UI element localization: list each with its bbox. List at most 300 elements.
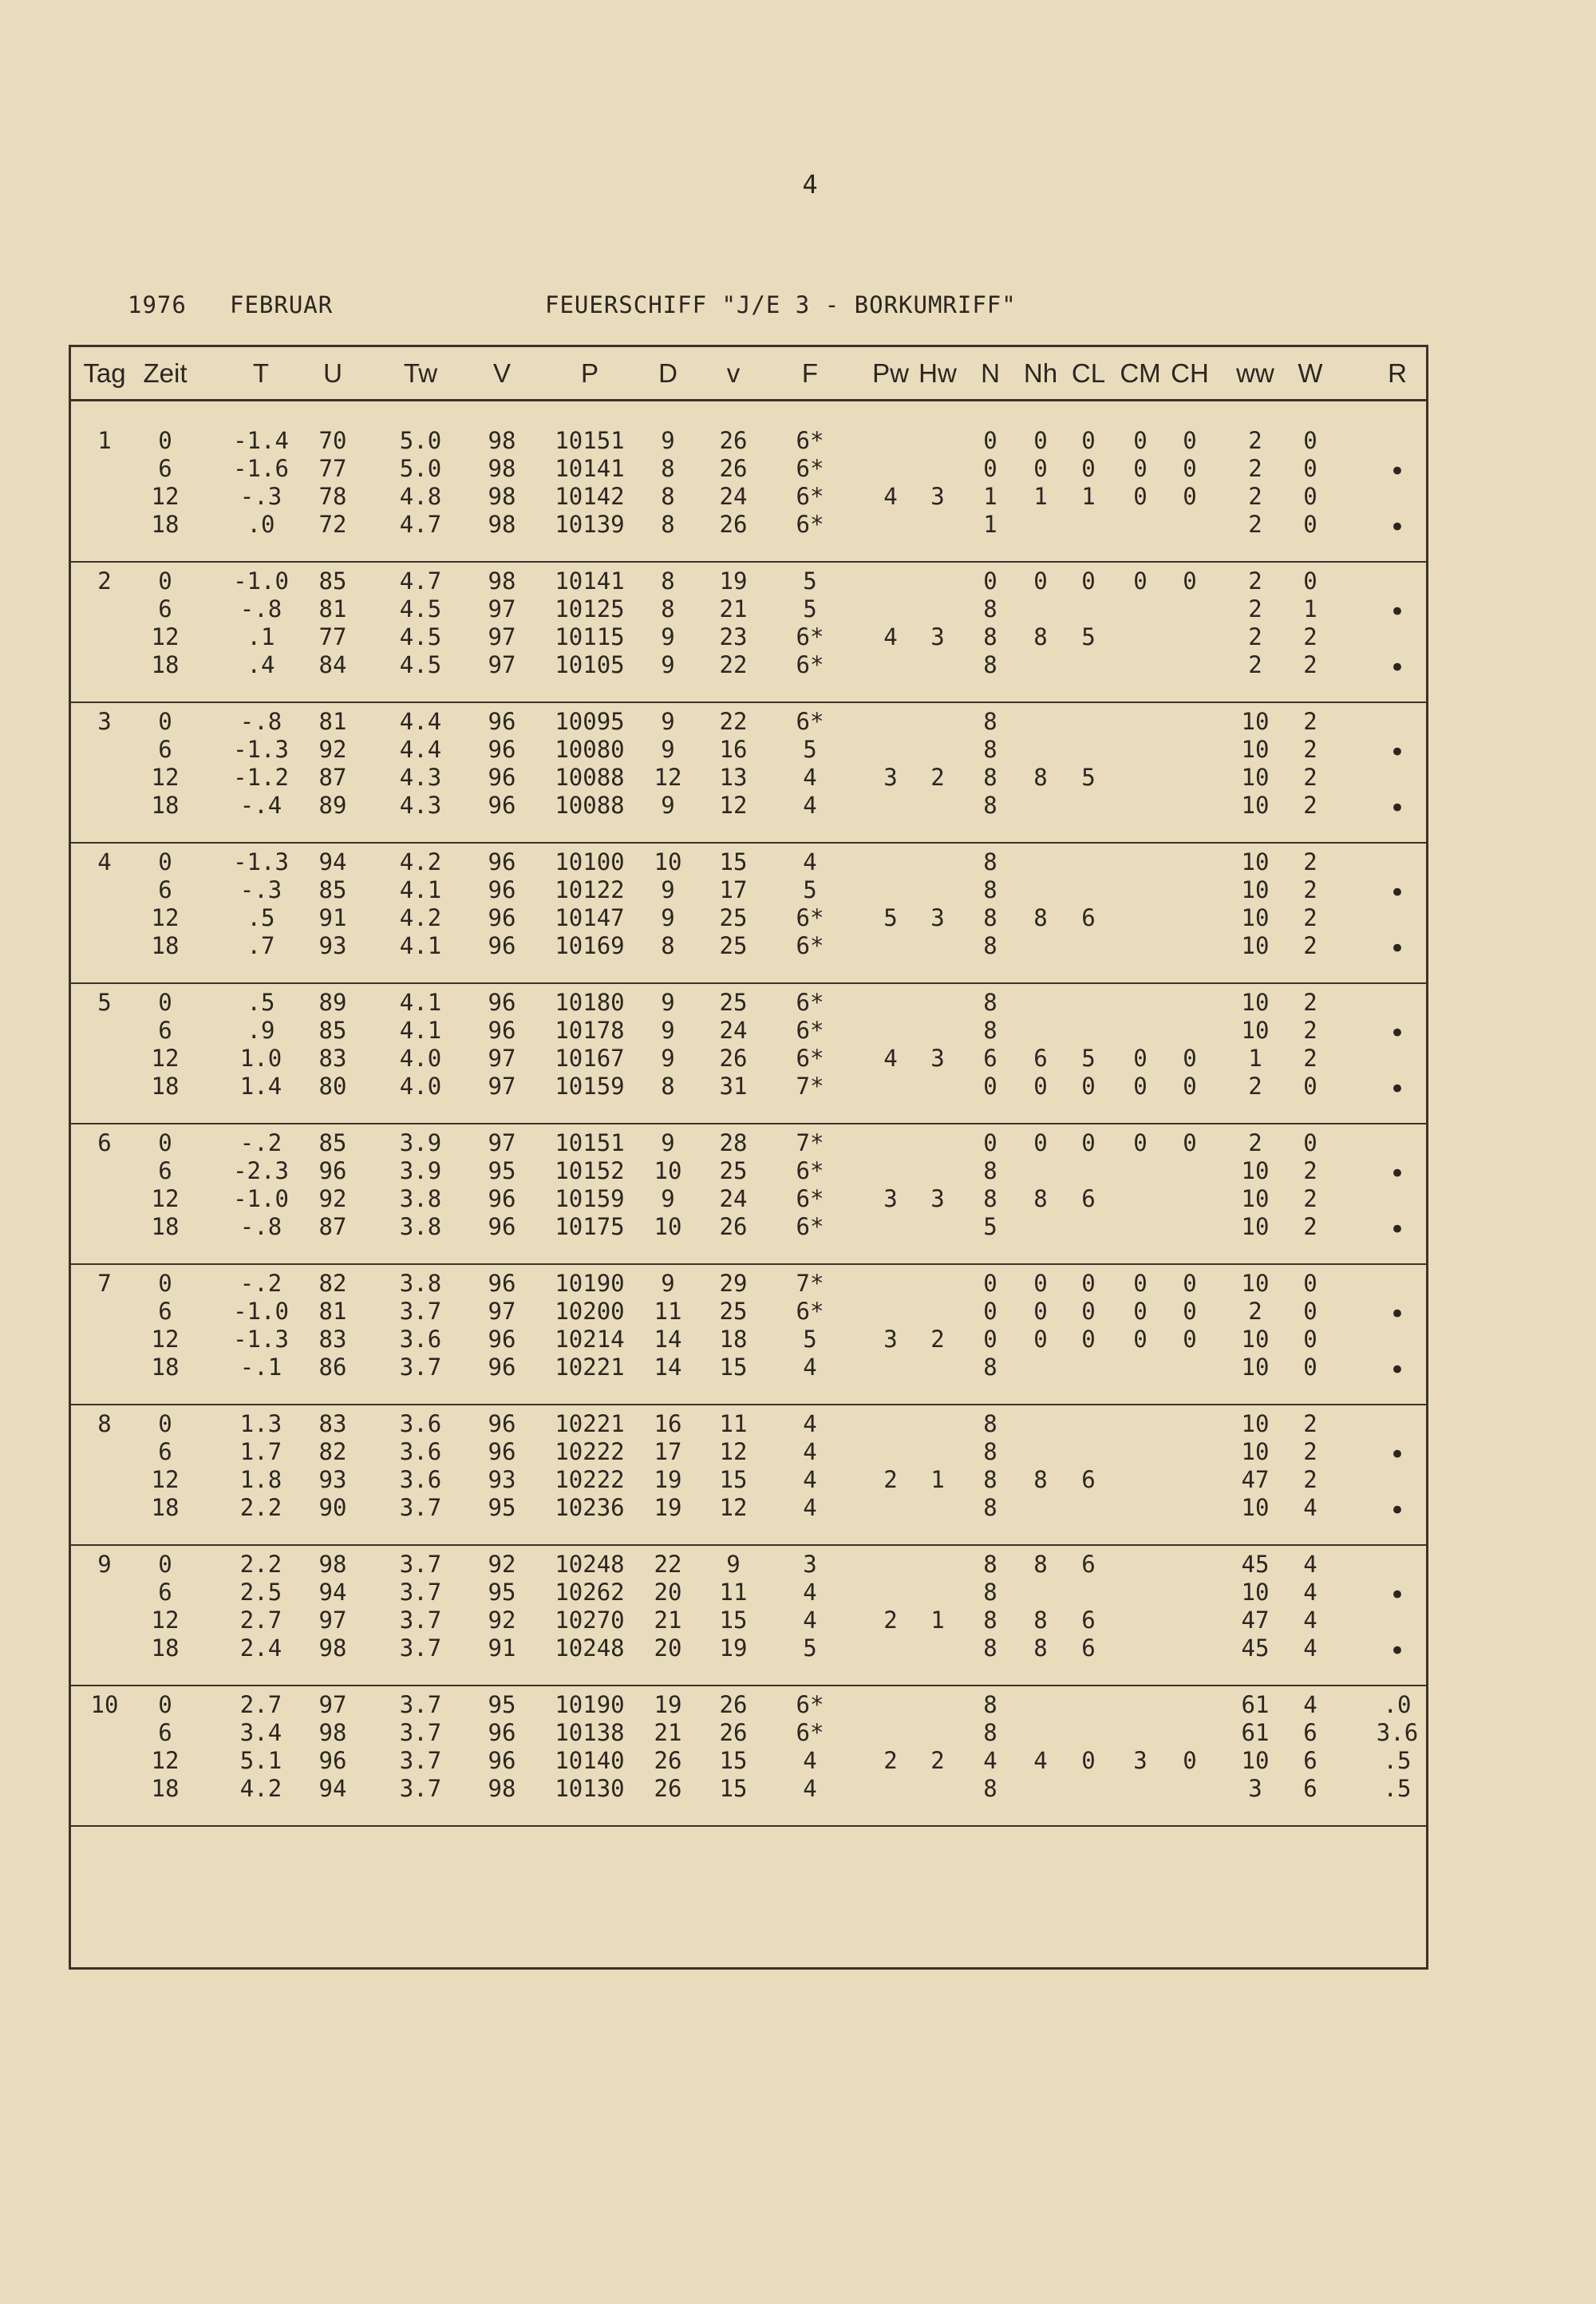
table-cell: 19 [654, 1466, 682, 1493]
table-cell: 2 [930, 764, 945, 791]
table-cell: 83 [318, 1410, 347, 1437]
month: FEBRUAR [230, 291, 334, 318]
table-cell: 8 [1033, 904, 1048, 931]
table-cell: 96 [488, 1719, 516, 1746]
table-cell: 5.0 [399, 455, 442, 482]
table-cell: 0 [1081, 1298, 1096, 1325]
table-cell: 4.5 [399, 651, 442, 678]
column-header-19: R [1388, 358, 1407, 388]
column-header-row [71, 347, 1426, 401]
table-cell: 9 [661, 792, 675, 819]
table-cell: 10221 [555, 1354, 625, 1381]
table-cell: 18 [151, 1634, 180, 1662]
table-cell: 0 [1183, 1270, 1197, 1297]
table-cell: 3 [97, 708, 112, 735]
table-cell: 1 [1248, 1045, 1262, 1072]
table-cell: 2 [1303, 623, 1317, 650]
table-cell: 3 [883, 1185, 898, 1212]
table-cell: 10080 [555, 736, 625, 763]
table-cell: 2 [1303, 1213, 1317, 1240]
table-cell: 0 [1081, 1326, 1096, 1353]
table-cell: 8 [983, 623, 998, 650]
table-cell: 1 [983, 483, 998, 510]
table-cell: 9 [97, 1551, 112, 1578]
table-cell: 5 [97, 989, 112, 1016]
table-cell: 10178 [555, 1017, 625, 1044]
table-cell: 3 [930, 483, 945, 510]
table-cell: 2 [1248, 1129, 1262, 1156]
table-cell: 2 [1303, 1045, 1317, 1072]
table-cell: 4 [803, 1354, 817, 1381]
table-cell: 2 [1248, 623, 1262, 650]
table-cell: 98 [318, 1634, 347, 1662]
column-header-8: v [726, 358, 741, 388]
table-cell: 10 [1241, 1270, 1270, 1297]
table-cell: 3.9 [399, 1129, 442, 1156]
table-cell: 18 [151, 1213, 180, 1240]
table-cell: 96 [488, 932, 516, 959]
table-cell: 97 [488, 651, 516, 678]
table-cell: 0 [1133, 1298, 1148, 1325]
table-cell: 47 [1241, 1606, 1270, 1634]
table-cell: 3.8 [399, 1185, 442, 1212]
table-cell: 8 [983, 1691, 998, 1718]
table-cell: 95 [488, 1494, 516, 1521]
table-cell: 19 [654, 1691, 682, 1718]
table-cell: 96 [488, 1410, 516, 1437]
table-cell: 25 [719, 904, 748, 931]
table-cell: 96 [488, 1326, 516, 1353]
table-cell: 14 [654, 1354, 682, 1381]
table-cell: 12 [151, 1606, 180, 1634]
table-cell: 81 [318, 595, 347, 622]
day-separator [71, 701, 1426, 703]
table-cell: 96 [488, 904, 516, 931]
table-cell: 90 [318, 1494, 347, 1521]
table-cell: • [1389, 652, 1406, 684]
table-cell: 20 [654, 1634, 682, 1662]
table-cell: 12 [151, 904, 180, 931]
table-cell: 0 [1081, 567, 1096, 595]
table-cell: 0 [983, 1326, 998, 1353]
table-cell: 10141 [555, 567, 625, 595]
table-cell: 0 [1033, 1326, 1048, 1353]
table-cell: 9 [661, 736, 675, 763]
table-cell: 4 [97, 848, 112, 875]
table-cell: 1.3 [239, 1410, 282, 1437]
table-cell: -1.0 [233, 1185, 289, 1212]
table-cell: 8 [97, 1410, 112, 1437]
table-cell: 0 [983, 455, 998, 482]
table-cell: 2 [1303, 736, 1317, 763]
table-cell: • [1389, 596, 1406, 628]
table-cell: 10 [654, 848, 682, 875]
table-cell: 96 [488, 1438, 516, 1465]
table-cell: .5 [247, 989, 275, 1016]
table-cell: 8 [983, 1017, 998, 1044]
table-cell: 2 [1248, 1073, 1262, 1100]
table-cell: 81 [318, 708, 347, 735]
table-cell: 95 [488, 1579, 516, 1606]
column-header-0: Tag [83, 358, 126, 388]
table-cell: 3.6 [399, 1466, 442, 1493]
table-cell: 0 [1033, 1298, 1048, 1325]
table-cell: 2 [1303, 848, 1317, 875]
table-cell: 97 [318, 1691, 347, 1718]
table-cell: 5 [1081, 623, 1096, 650]
table-cell: 6* [796, 651, 824, 678]
table-cell: 10214 [555, 1326, 625, 1353]
table-cell: -.8 [239, 595, 282, 622]
column-header-11: Hw [918, 358, 957, 388]
table-cell: 8 [983, 1634, 998, 1662]
table-cell: 2 [1303, 651, 1317, 678]
table-cell: 6 [1081, 1606, 1096, 1634]
table-cell: 0 [983, 427, 998, 454]
table-cell: 0 [1303, 1326, 1317, 1353]
table-cell: 93 [318, 1466, 347, 1493]
table-cell: 4 [803, 1775, 817, 1802]
page-number: 4 [802, 169, 818, 200]
table-cell: 15 [719, 1354, 748, 1381]
table-cell: 6 [1033, 1045, 1048, 1072]
table-cell: 2 [1248, 651, 1262, 678]
table-cell: 98 [488, 1775, 516, 1802]
table-cell: 3.7 [399, 1691, 442, 1718]
table-cell: 10 [1241, 736, 1270, 763]
table-cell: 0 [1183, 427, 1197, 454]
table-cell: 86 [318, 1354, 347, 1381]
table-cell: 3.8 [399, 1270, 442, 1297]
table-cell: 22 [719, 651, 748, 678]
table-cell: 4 [803, 764, 817, 791]
table-cell: 0 [1303, 1354, 1317, 1381]
table-cell: 87 [318, 1213, 347, 1240]
table-cell: 0 [1133, 1129, 1148, 1156]
table-cell: • [1389, 933, 1406, 965]
table-cell: 3 [1248, 1775, 1262, 1802]
table-cell: • [1389, 1018, 1406, 1049]
table-cell: 97 [488, 1298, 516, 1325]
table-cell: 3.6 [1376, 1719, 1419, 1746]
table-cell: 8 [983, 1719, 998, 1746]
table-cell: 98 [488, 455, 516, 482]
day-separator [71, 1544, 1426, 1546]
column-header-16: CH [1171, 358, 1209, 388]
table-cell: 96 [488, 792, 516, 819]
table-cell: 83 [318, 1326, 347, 1353]
table-cell: 18 [151, 1354, 180, 1381]
table-cell: 6 [158, 455, 172, 482]
table-cell: 0 [1081, 455, 1096, 482]
table-cell: 4 [1303, 1579, 1317, 1606]
table-cell: 91 [318, 904, 347, 931]
table-cell: 83 [318, 1045, 347, 1072]
table-cell: 3 [883, 764, 898, 791]
table-cell: 0 [158, 848, 172, 875]
table-cell: 8 [983, 1438, 998, 1465]
table-cell: • [1389, 1635, 1406, 1667]
station-title: FEUERSCHIFF "J/E 3 - BORKUMRIFF" [545, 291, 1017, 318]
table-cell: 6* [796, 623, 824, 650]
table-cell: 87 [318, 764, 347, 791]
table-cell: 0 [1303, 1298, 1317, 1325]
table-cell: 12 [719, 1438, 748, 1465]
table-cell: 6* [796, 1213, 824, 1240]
table-cell: 0 [1133, 1073, 1148, 1100]
table-cell: 6 [97, 1129, 112, 1156]
table-cell: 21 [719, 595, 748, 622]
table-cell: .1 [247, 623, 275, 650]
table-cell: 4 [803, 1410, 817, 1437]
column-header-12: N [981, 358, 1000, 388]
table-cell: 2 [1303, 1185, 1317, 1212]
table-cell: 5.1 [239, 1747, 282, 1774]
table-cell: 5.0 [399, 427, 442, 454]
table-cell: 89 [318, 792, 347, 819]
table-cell: 6* [796, 932, 824, 959]
table-cell: 2 [1303, 876, 1317, 903]
table-cell: 10115 [555, 623, 625, 650]
table-cell: 1 [983, 511, 998, 538]
table-cell: 4 [803, 792, 817, 819]
table-cell: -.2 [239, 1129, 282, 1156]
table-cell: 10095 [555, 708, 625, 735]
table-cell: 10138 [555, 1719, 625, 1746]
table-cell: 4.0 [399, 1045, 442, 1072]
table-cell: • [1389, 1158, 1406, 1190]
table-cell: 18 [151, 1775, 180, 1802]
table-cell: 20 [654, 1579, 682, 1606]
table-cell: 10 [1241, 1326, 1270, 1353]
table-cell: 0 [1183, 567, 1197, 595]
table-cell: 18 [151, 932, 180, 959]
table-cell: 10152 [555, 1157, 625, 1184]
table-cell: 8 [661, 932, 675, 959]
table-cell: 4 [983, 1747, 998, 1774]
table-cell: 3 [883, 1326, 898, 1353]
table-cell: 97 [318, 1606, 347, 1634]
table-cell: 26 [719, 1691, 748, 1718]
day-separator [71, 842, 1426, 844]
table-cell: 3 [930, 1185, 945, 1212]
table-cell: -.8 [239, 1213, 282, 1240]
table-cell: 10 [1241, 1747, 1270, 1774]
table-cell: 4 [1033, 1747, 1048, 1774]
table-cell: 12 [654, 764, 682, 791]
table-cell: 25 [719, 1157, 748, 1184]
table-cell: 2 [1248, 1298, 1262, 1325]
table-cell: 0 [1303, 511, 1317, 538]
table-cell: 26 [719, 511, 748, 538]
table-cell: 8 [983, 1157, 998, 1184]
table-cell: 2 [883, 1606, 898, 1634]
table-cell: 1.4 [239, 1073, 282, 1100]
table-cell: 25 [719, 989, 748, 1016]
table-cell: 1 [1033, 483, 1048, 510]
table-cell: 15 [719, 1775, 748, 1802]
table-cell: 21 [654, 1719, 682, 1746]
table-cell: -.2 [239, 1270, 282, 1297]
table-cell: 0 [1303, 1073, 1317, 1100]
table-cell: 80 [318, 1073, 347, 1100]
table-cell: 96 [488, 876, 516, 903]
table-cell: 10140 [555, 1747, 625, 1774]
table-cell: 0 [1133, 427, 1148, 454]
table-cell: 0 [1033, 1270, 1048, 1297]
table-cell: 8 [983, 1466, 998, 1493]
table-cell: 8 [983, 1606, 998, 1634]
table-cell: 94 [318, 1579, 347, 1606]
table-cell: 10 [1241, 848, 1270, 875]
day-separator [71, 561, 1426, 563]
table-cell: 3 [930, 623, 945, 650]
table-cell: 16 [654, 1410, 682, 1437]
table-cell: 8 [983, 1354, 998, 1381]
table-cell: 0 [158, 427, 172, 454]
column-header-4: Tw [403, 358, 438, 388]
table-cell: • [1389, 1214, 1406, 1246]
column-header-5: V [492, 358, 512, 388]
table-cell: 47 [1241, 1466, 1270, 1493]
table-cell: .7 [247, 932, 275, 959]
table-cell: 8 [983, 1494, 998, 1521]
table-cell: 8 [661, 1073, 675, 1100]
table-cell: 4 [883, 1045, 898, 1072]
table-cell: 9 [661, 1017, 675, 1044]
table-cell: 6* [796, 1298, 824, 1325]
table-cell: 10 [1241, 1354, 1270, 1381]
table-cell: 8 [1033, 623, 1048, 650]
table-cell: .5 [1383, 1747, 1412, 1774]
table-cell: 10221 [555, 1410, 625, 1437]
table-cell: 6* [796, 1691, 824, 1718]
table-cell: 8 [661, 511, 675, 538]
table-cell: 8 [661, 595, 675, 622]
table-cell: 24 [719, 1185, 748, 1212]
table-cell: 10151 [555, 427, 625, 454]
table-cell: 4.1 [399, 1017, 442, 1044]
table-cell: 85 [318, 1129, 347, 1156]
table-cell: 6 [1303, 1719, 1317, 1746]
table-cell: 10151 [555, 1129, 625, 1156]
table-cell: 18 [719, 1326, 748, 1353]
table-cell: 96 [488, 1185, 516, 1212]
table-cell: 2 [1248, 483, 1262, 510]
table-cell: 0 [158, 1270, 172, 1297]
table-cell: 1.7 [239, 1438, 282, 1465]
table-cell: 10125 [555, 595, 625, 622]
table-cell: 96 [488, 1354, 516, 1381]
table-cell: 10248 [555, 1551, 625, 1578]
table-cell: 10142 [555, 483, 625, 510]
table-cell: 2 [1303, 932, 1317, 959]
table-cell: 4.2 [399, 848, 442, 875]
table-cell: .5 [247, 904, 275, 931]
table-cell: 8 [983, 1185, 998, 1212]
table-cell: 4 [1303, 1494, 1317, 1521]
table-cell: 29 [719, 1270, 748, 1297]
table-cell: 78 [318, 483, 347, 510]
table-cell: 3 [1133, 1747, 1148, 1774]
table-cell: 26 [719, 1213, 748, 1240]
table-cell: 10 [1241, 1017, 1270, 1044]
table-cell: 2 [1303, 1410, 1317, 1437]
table-cell: 10200 [555, 1298, 625, 1325]
table-cell: 11 [719, 1410, 748, 1437]
table-cell: -1.0 [233, 1298, 289, 1325]
table-cell: 81 [318, 1298, 347, 1325]
table-cell: 12 [151, 483, 180, 510]
table-cell: 6 [1303, 1775, 1317, 1802]
table-cell: 2.4 [239, 1634, 282, 1662]
table-end-line [71, 1825, 1426, 1827]
table-cell: 6 [1081, 1185, 1096, 1212]
table-cell: 10167 [555, 1045, 625, 1072]
table-cell: 9 [661, 876, 675, 903]
table-cell: 96 [488, 1270, 516, 1297]
table-cell: 6 [158, 1157, 172, 1184]
table-cell: 0 [158, 989, 172, 1016]
table-cell: -1.3 [233, 848, 289, 875]
table-cell: 28 [719, 1129, 748, 1156]
table-cell: 97 [488, 1073, 516, 1100]
table-cell: 2 [1303, 1466, 1317, 1493]
table-cell: 10088 [555, 764, 625, 791]
column-header-13: Nh [1023, 358, 1058, 388]
table-cell: 0 [983, 1270, 998, 1297]
table-cell: • [1389, 792, 1406, 824]
table-cell: 0 [1303, 1129, 1317, 1156]
table-cell: 84 [318, 651, 347, 678]
table-cell: -2.3 [233, 1157, 289, 1184]
table-cell: 6 [158, 1017, 172, 1044]
table-cell: 9 [661, 1045, 675, 1072]
table-cell: 45 [1241, 1551, 1270, 1578]
table-cell: 8 [983, 1579, 998, 1606]
table-cell: 2 [930, 1326, 945, 1353]
table-cell: 12 [151, 1326, 180, 1353]
table-cell: 8 [983, 848, 998, 875]
table-cell: 4 [883, 623, 898, 650]
table-cell: 10 [654, 1213, 682, 1240]
table-cell: 22 [654, 1551, 682, 1578]
table-cell: 6 [158, 736, 172, 763]
table-cell: 89 [318, 989, 347, 1016]
table-cell: 4 [803, 1606, 817, 1634]
table-cell: 10 [654, 1157, 682, 1184]
table-cell: 4.1 [399, 876, 442, 903]
table-cell: 5 [803, 1634, 817, 1662]
table-cell: 10159 [555, 1185, 625, 1212]
table-cell: 96 [318, 1157, 347, 1184]
table-cell: 2.5 [239, 1579, 282, 1606]
table-cell: 2 [1248, 511, 1262, 538]
table-cell: 7* [796, 1270, 824, 1297]
table-cell: 96 [488, 989, 516, 1016]
table-cell: 6 [158, 595, 172, 622]
table-cell: 19 [719, 1634, 748, 1662]
table-cell: 0 [1303, 455, 1317, 482]
column-header-7: D [658, 358, 678, 388]
table-cell: -1.3 [233, 1326, 289, 1353]
table-cell: 7 [97, 1270, 112, 1297]
table-cell: 8 [983, 932, 998, 959]
table-cell: .4 [247, 651, 275, 678]
table-cell: 0 [1303, 483, 1317, 510]
table-cell: 10 [1241, 1213, 1270, 1240]
table-cell: 6* [796, 483, 824, 510]
